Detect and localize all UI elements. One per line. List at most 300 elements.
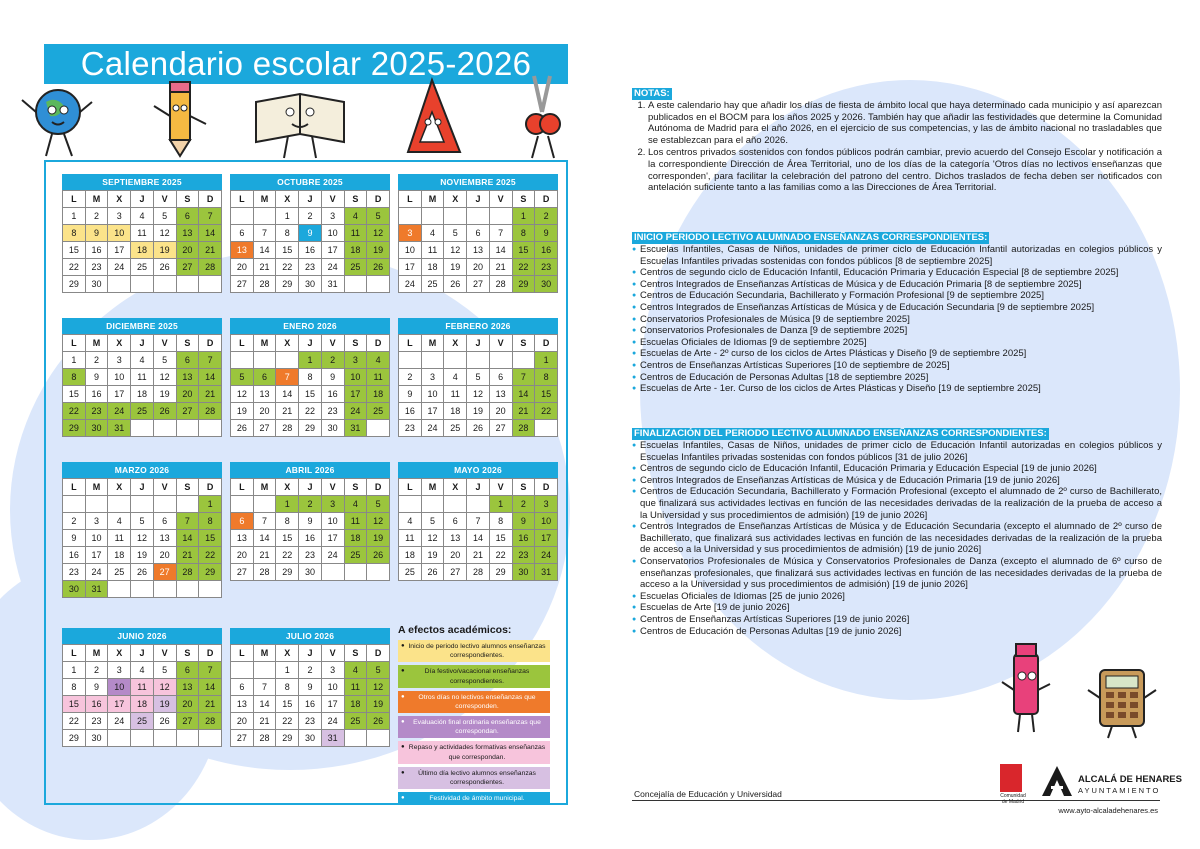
day-cell bbox=[231, 662, 254, 679]
day-cell: 30 bbox=[535, 276, 558, 293]
day-cell: 4 bbox=[444, 369, 467, 386]
day-cell: 14 bbox=[199, 369, 222, 386]
day-cell: 28 bbox=[253, 730, 276, 747]
day-cell: 24 bbox=[344, 403, 367, 420]
set-square-mascot-icon bbox=[402, 72, 472, 162]
day-cell: 17 bbox=[535, 530, 558, 547]
weekday-header: X bbox=[276, 335, 299, 352]
day-cell: 23 bbox=[299, 259, 322, 276]
day-cell: 6 bbox=[176, 208, 199, 225]
day-cell: 14 bbox=[467, 530, 490, 547]
weekday-header: L bbox=[231, 479, 254, 496]
day-cell bbox=[253, 208, 276, 225]
weekday-header: V bbox=[153, 335, 176, 352]
weekday-header: V bbox=[321, 479, 344, 496]
day-cell: 9 bbox=[399, 386, 422, 403]
concejalia-label: Concejalía de Educación y Universidad bbox=[634, 789, 782, 799]
day-cell: 27 bbox=[467, 276, 490, 293]
day-cell: 19 bbox=[467, 403, 490, 420]
day-cell bbox=[321, 564, 344, 581]
day-cell: 19 bbox=[421, 547, 444, 564]
day-cell: 28 bbox=[199, 713, 222, 730]
day-cell: 22 bbox=[299, 403, 322, 420]
inicio-list bbox=[632, 244, 1162, 395]
day-cell: 11 bbox=[399, 530, 422, 547]
weekday-header: X bbox=[108, 645, 131, 662]
inicio-item: ● Escuelas Infantiles, Casas de Niños, unidades de primer ciclo de Educación Infantil autorizadas en colegios públicos y Escuelas Infantiles privadas sostenidas con fondos públicos [8 de septiembre 2025] bbox=[632, 244, 1162, 267]
day-cell: 25 bbox=[367, 403, 390, 420]
pencil-mascot-icon bbox=[150, 72, 210, 162]
day-cell: 19 bbox=[153, 386, 176, 403]
month-title: MAYO 2026 bbox=[398, 462, 558, 478]
day-cell: 23 bbox=[85, 259, 108, 276]
weekday-header: J bbox=[131, 645, 154, 662]
inicio-item: ● Centros de segundo ciclo de Educación Infantil, Educación Primaria y Educación Especial [8 de septiembre 2025] bbox=[632, 267, 1162, 279]
day-cell: 8 bbox=[63, 369, 86, 386]
day-cell: 4 bbox=[421, 225, 444, 242]
day-cell: 19 bbox=[153, 242, 176, 259]
day-cell: 13 bbox=[176, 679, 199, 696]
day-cell: 6 bbox=[489, 369, 512, 386]
day-cell: 13 bbox=[153, 530, 176, 547]
day-cell: 29 bbox=[63, 730, 86, 747]
legend-item: ● Otros días no lectivos enseñanzas que corresponden. bbox=[398, 691, 550, 713]
month-calendar bbox=[398, 318, 558, 437]
day-cell: 12 bbox=[131, 530, 154, 547]
day-cell bbox=[467, 352, 490, 369]
day-cell: 18 bbox=[367, 386, 390, 403]
inicio-item: ● Centros Integrados de Enseñanzas Artísticas de Música y de Educación Secundaria [9 de septiembre 2025] bbox=[632, 302, 1162, 314]
day-cell bbox=[176, 730, 199, 747]
month-grid bbox=[230, 334, 390, 437]
day-cell: 20 bbox=[444, 547, 467, 564]
day-cell: 24 bbox=[108, 403, 131, 420]
day-cell: 17 bbox=[321, 696, 344, 713]
day-cell: 21 bbox=[253, 713, 276, 730]
day-cell bbox=[85, 496, 108, 513]
day-cell: 26 bbox=[231, 420, 254, 437]
day-cell: 31 bbox=[85, 581, 108, 598]
day-cell bbox=[276, 352, 299, 369]
day-cell: 3 bbox=[108, 662, 131, 679]
day-cell: 27 bbox=[231, 276, 254, 293]
day-cell: 11 bbox=[421, 242, 444, 259]
marker-mascot-icon bbox=[1000, 640, 1052, 736]
day-cell: 16 bbox=[85, 242, 108, 259]
inicio-item: ● Escuelas de Arte - 1er. Curso de los ciclos de Artes Plásticas y Diseño [19 de septiembre 2025] bbox=[632, 383, 1162, 395]
weekday-header: J bbox=[467, 335, 490, 352]
weekday-header: J bbox=[131, 335, 154, 352]
day-cell: 20 bbox=[231, 547, 254, 564]
day-cell: 15 bbox=[276, 242, 299, 259]
fin-item: ● Centros de Enseñanzas Artísticas Superiores [19 de junio 2026] bbox=[632, 614, 1162, 626]
day-cell: 11 bbox=[344, 679, 367, 696]
month-grid bbox=[230, 190, 390, 293]
weekday-header: D bbox=[535, 479, 558, 496]
weekday-header: D bbox=[199, 191, 222, 208]
day-cell: 25 bbox=[131, 713, 154, 730]
day-cell: 25 bbox=[399, 564, 422, 581]
day-cell bbox=[199, 581, 222, 598]
day-cell: 19 bbox=[231, 403, 254, 420]
day-cell: 22 bbox=[63, 403, 86, 420]
day-cell: 8 bbox=[276, 225, 299, 242]
day-cell bbox=[444, 208, 467, 225]
weekday-header: M bbox=[253, 335, 276, 352]
day-cell: 11 bbox=[131, 369, 154, 386]
legend-title: A efectos académicos: bbox=[398, 624, 512, 636]
day-cell: 16 bbox=[299, 530, 322, 547]
day-cell: 15 bbox=[299, 386, 322, 403]
day-cell: 10 bbox=[421, 386, 444, 403]
inicio-item: ● Centros de Educación de Personas Adultas [18 de septiembre 2025] bbox=[632, 372, 1162, 384]
notas-item: 1. A este calendario hay que añadir los días de fiesta de ámbito local que haya determinado cada municipio y así aparezcan publicados en el BOCM para los años 2025 y 2026. También hay que añadir las festividades que determine la Comunidad Autónoma de Madrid para el año 2026, en el ejercicio de sus competencias, y las de ámbito nacional no trasladables que se establezcan para el año 2026. bbox=[648, 100, 1162, 146]
inicio-item: ● Conservatorios Profesionales de Música [9 de septiembre 2025] bbox=[632, 314, 1162, 326]
inicio-item: ● Centros Integrados de Enseñanzas Artísticas de Música y de Educación Primaria [8 de septiembre 2025] bbox=[632, 279, 1162, 291]
day-cell: 17 bbox=[321, 530, 344, 547]
day-cell: 19 bbox=[367, 530, 390, 547]
day-cell: 19 bbox=[131, 547, 154, 564]
day-cell: 15 bbox=[63, 386, 86, 403]
weekday-header: S bbox=[512, 191, 535, 208]
day-cell: 4 bbox=[344, 496, 367, 513]
day-cell: 28 bbox=[276, 420, 299, 437]
day-cell: 16 bbox=[299, 696, 322, 713]
day-cell: 17 bbox=[108, 386, 131, 403]
day-cell: 22 bbox=[512, 259, 535, 276]
day-cell: 6 bbox=[176, 662, 199, 679]
weekday-header: M bbox=[421, 191, 444, 208]
fin-item: ● Centros de segundo ciclo de Educación Infantil, Educación Primaria y Educación Especial [19 de junio 2026] bbox=[632, 463, 1162, 475]
day-cell: 14 bbox=[253, 696, 276, 713]
month-title: JUNIO 2026 bbox=[62, 628, 222, 644]
day-cell: 17 bbox=[321, 242, 344, 259]
month-title: JULIO 2026 bbox=[230, 628, 390, 644]
month-grid bbox=[62, 644, 222, 747]
day-cell bbox=[421, 496, 444, 513]
weekday-header: S bbox=[176, 645, 199, 662]
day-cell: 4 bbox=[131, 662, 154, 679]
day-cell: 16 bbox=[63, 547, 86, 564]
day-cell: 15 bbox=[199, 530, 222, 547]
weekday-header: V bbox=[489, 479, 512, 496]
month-title: NOVIEMBRE 2025 bbox=[398, 174, 558, 190]
day-cell: 6 bbox=[231, 513, 254, 530]
day-cell: 10 bbox=[321, 225, 344, 242]
weekday-header: L bbox=[231, 645, 254, 662]
weekday-header: D bbox=[535, 191, 558, 208]
brand-name: ALCALÁ DE HENARES bbox=[1078, 774, 1182, 785]
day-cell bbox=[489, 208, 512, 225]
day-cell: 5 bbox=[153, 662, 176, 679]
day-cell bbox=[231, 352, 254, 369]
day-cell: 25 bbox=[131, 403, 154, 420]
day-cell: 21 bbox=[512, 403, 535, 420]
day-cell: 29 bbox=[489, 564, 512, 581]
day-cell: 8 bbox=[276, 679, 299, 696]
alcala-logo-icon bbox=[1040, 764, 1074, 798]
day-cell: 20 bbox=[176, 696, 199, 713]
day-cell: 10 bbox=[108, 225, 131, 242]
day-cell: 22 bbox=[63, 713, 86, 730]
weekday-header: X bbox=[276, 645, 299, 662]
day-cell bbox=[131, 420, 154, 437]
day-cell: 4 bbox=[344, 208, 367, 225]
comunidad-madrid-logo-icon bbox=[1000, 764, 1022, 792]
day-cell: 7 bbox=[253, 513, 276, 530]
day-cell: 1 bbox=[299, 352, 322, 369]
day-cell: 24 bbox=[108, 259, 131, 276]
weekday-header: V bbox=[489, 191, 512, 208]
day-cell bbox=[367, 420, 390, 437]
day-cell: 5 bbox=[131, 513, 154, 530]
calculator-mascot-icon bbox=[1084, 660, 1160, 740]
fin-item: ● Escuelas de Arte [19 de junio 2026] bbox=[632, 602, 1162, 614]
day-cell: 11 bbox=[131, 225, 154, 242]
day-cell: 23 bbox=[85, 713, 108, 730]
day-cell: 1 bbox=[276, 496, 299, 513]
day-cell bbox=[367, 564, 390, 581]
day-cell: 26 bbox=[131, 564, 154, 581]
day-cell: 2 bbox=[299, 662, 322, 679]
inicio-title: INICIO PERIODO LECTIVO ALUMNADO ENSEÑANZAS CORRESPONDIENTES: bbox=[634, 232, 988, 243]
day-cell bbox=[344, 564, 367, 581]
day-cell: 29 bbox=[276, 564, 299, 581]
day-cell: 3 bbox=[85, 513, 108, 530]
day-cell: 5 bbox=[153, 352, 176, 369]
day-cell: 4 bbox=[367, 352, 390, 369]
month-calendar bbox=[62, 628, 222, 747]
month-title: SEPTIEMBRE 2025 bbox=[62, 174, 222, 190]
day-cell: 6 bbox=[467, 225, 490, 242]
day-cell: 27 bbox=[489, 420, 512, 437]
day-cell: 13 bbox=[444, 530, 467, 547]
weekday-header: S bbox=[344, 645, 367, 662]
day-cell: 3 bbox=[321, 496, 344, 513]
fin-item: ● Centros Integrados de Enseñanzas Artísticas de Música y de Educación Secundaria (excepto el alumnado de 2º curso de Bachillerato, que finalizará sus actividades lectivas en función de las necesidades derivadas de la realización de la prueba de acceso a la Universidad y sus procedimientos de admisión) [19 de junio 2026] bbox=[632, 521, 1162, 556]
day-cell: 13 bbox=[489, 386, 512, 403]
weekday-header: M bbox=[421, 479, 444, 496]
day-cell: 27 bbox=[176, 713, 199, 730]
day-cell: 8 bbox=[489, 513, 512, 530]
page-title: Calendario escolar 2025-2026 bbox=[44, 44, 568, 84]
day-cell: 27 bbox=[444, 564, 467, 581]
day-cell: 18 bbox=[344, 530, 367, 547]
day-cell: 21 bbox=[276, 403, 299, 420]
weekday-header: X bbox=[444, 191, 467, 208]
month-grid bbox=[398, 478, 558, 581]
legend-item: ● Festividad de ámbito municipal. bbox=[398, 792, 550, 805]
day-cell: 19 bbox=[444, 259, 467, 276]
day-cell: 20 bbox=[231, 259, 254, 276]
day-cell: 13 bbox=[176, 225, 199, 242]
day-cell bbox=[108, 496, 131, 513]
day-cell bbox=[176, 276, 199, 293]
day-cell: 1 bbox=[199, 496, 222, 513]
day-cell: 17 bbox=[85, 547, 108, 564]
day-cell: 9 bbox=[299, 225, 322, 242]
day-cell bbox=[253, 352, 276, 369]
day-cell: 2 bbox=[63, 513, 86, 530]
day-cell bbox=[399, 352, 422, 369]
day-cell: 8 bbox=[63, 225, 86, 242]
day-cell: 24 bbox=[321, 547, 344, 564]
day-cell: 14 bbox=[199, 225, 222, 242]
day-cell: 21 bbox=[467, 547, 490, 564]
day-cell: 24 bbox=[535, 547, 558, 564]
brand-sub: AYUNTAMIENTO bbox=[1078, 786, 1161, 795]
day-cell: 13 bbox=[231, 696, 254, 713]
day-cell: 11 bbox=[444, 386, 467, 403]
inicio-item: ● Centros de Enseñanzas Artísticas Superiores [10 de septiembre de 2025] bbox=[632, 360, 1162, 372]
day-cell: 9 bbox=[535, 225, 558, 242]
month-title: ENERO 2026 bbox=[230, 318, 390, 334]
fin-list bbox=[632, 440, 1162, 637]
day-cell: 10 bbox=[108, 679, 131, 696]
weekday-header: X bbox=[276, 479, 299, 496]
day-cell: 3 bbox=[321, 662, 344, 679]
day-cell: 2 bbox=[85, 208, 108, 225]
day-cell: 3 bbox=[108, 352, 131, 369]
notes-page bbox=[600, 0, 1200, 849]
weekday-header: J bbox=[299, 645, 322, 662]
weekday-header: D bbox=[535, 335, 558, 352]
legend-item: ● Día festivo/vacacional enseñanzas correspondientes. bbox=[398, 665, 550, 687]
day-cell: 2 bbox=[299, 496, 322, 513]
day-cell: 15 bbox=[276, 696, 299, 713]
weekday-header: S bbox=[512, 479, 535, 496]
day-cell: 5 bbox=[367, 208, 390, 225]
weekday-header: L bbox=[399, 479, 422, 496]
day-cell: 7 bbox=[199, 352, 222, 369]
day-cell: 20 bbox=[253, 403, 276, 420]
day-cell bbox=[512, 352, 535, 369]
day-cell: 1 bbox=[63, 662, 86, 679]
day-cell: 17 bbox=[399, 259, 422, 276]
month-grid bbox=[398, 190, 558, 293]
day-cell: 6 bbox=[231, 679, 254, 696]
day-cell bbox=[399, 208, 422, 225]
fin-item: ● Centros Integrados de Enseñanzas Artísticas de Música y de Educación Primaria [19 de junio 2026] bbox=[632, 475, 1162, 487]
day-cell: 1 bbox=[276, 662, 299, 679]
day-cell bbox=[367, 730, 390, 747]
day-cell: 4 bbox=[108, 513, 131, 530]
day-cell: 27 bbox=[253, 420, 276, 437]
day-cell: 19 bbox=[367, 242, 390, 259]
weekday-header: X bbox=[108, 191, 131, 208]
day-cell: 2 bbox=[299, 208, 322, 225]
weekday-header: J bbox=[467, 191, 490, 208]
day-cell: 10 bbox=[321, 513, 344, 530]
day-cell: 29 bbox=[199, 564, 222, 581]
day-cell: 7 bbox=[489, 225, 512, 242]
day-cell bbox=[153, 581, 176, 598]
day-cell: 26 bbox=[153, 713, 176, 730]
day-cell: 26 bbox=[367, 547, 390, 564]
day-cell: 26 bbox=[367, 713, 390, 730]
day-cell: 2 bbox=[321, 352, 344, 369]
day-cell: 9 bbox=[85, 225, 108, 242]
day-cell: 18 bbox=[344, 242, 367, 259]
month-calendar bbox=[62, 318, 222, 437]
day-cell bbox=[467, 208, 490, 225]
day-cell: 25 bbox=[444, 420, 467, 437]
weekday-header: L bbox=[399, 191, 422, 208]
month-title: MARZO 2026 bbox=[62, 462, 222, 478]
weekday-header: D bbox=[199, 479, 222, 496]
weekday-header: V bbox=[321, 191, 344, 208]
weekday-header: M bbox=[85, 645, 108, 662]
day-cell bbox=[199, 420, 222, 437]
inicio-item: ● Conservatorios Profesionales de Danza [9 de septiembre 2025] bbox=[632, 325, 1162, 337]
day-cell bbox=[444, 496, 467, 513]
day-cell: 5 bbox=[367, 662, 390, 679]
day-cell: 14 bbox=[276, 386, 299, 403]
day-cell: 10 bbox=[535, 513, 558, 530]
website-link[interactable]: www.ayto-alcaladehenares.es bbox=[1058, 806, 1158, 815]
weekday-header: M bbox=[85, 335, 108, 352]
day-cell bbox=[231, 208, 254, 225]
weekday-header: J bbox=[299, 479, 322, 496]
weekday-header: L bbox=[63, 335, 86, 352]
month-title: DICIEMBRE 2025 bbox=[62, 318, 222, 334]
fin-item: ● Escuelas Infantiles, Casas de Niños, unidades de primer ciclo de Educación Infantil autorizadas en colegios públicos y Escuelas Infantiles privadas sostenidas con fondos públicos [31 de julio 2026] bbox=[632, 440, 1162, 463]
weekday-header: X bbox=[108, 335, 131, 352]
book-mascot-icon bbox=[248, 72, 352, 162]
day-cell: 9 bbox=[299, 679, 322, 696]
day-cell: 23 bbox=[512, 547, 535, 564]
day-cell: 15 bbox=[63, 242, 86, 259]
day-cell bbox=[153, 730, 176, 747]
day-cell: 18 bbox=[421, 259, 444, 276]
day-cell: 16 bbox=[299, 242, 322, 259]
fin-item: ● Escuelas Oficiales de Idiomas [25 de junio 2026] bbox=[632, 591, 1162, 603]
day-cell: 13 bbox=[176, 369, 199, 386]
day-cell: 20 bbox=[176, 386, 199, 403]
comunidad-madrid-logo-text: Comunidad de Madrid bbox=[1000, 793, 1026, 805]
fin-title: FINALIZACIÓN DEL PERIODO LECTIVO ALUMNADO ENSEÑANZAS CORRESPONDIENTES: bbox=[634, 428, 1047, 439]
globe-mascot-icon bbox=[16, 72, 96, 162]
day-cell: 31 bbox=[321, 730, 344, 747]
day-cell: 1 bbox=[63, 208, 86, 225]
day-cell: 15 bbox=[535, 386, 558, 403]
day-cell: 18 bbox=[131, 242, 154, 259]
day-cell: 18 bbox=[444, 403, 467, 420]
day-cell: 18 bbox=[131, 386, 154, 403]
weekday-header: D bbox=[199, 645, 222, 662]
legend-item: ● Repaso y actividades formativas enseñanzas que correspondan. bbox=[398, 741, 550, 763]
day-cell: 11 bbox=[344, 225, 367, 242]
legend bbox=[398, 624, 550, 808]
day-cell: 6 bbox=[176, 352, 199, 369]
day-cell: 22 bbox=[199, 547, 222, 564]
day-cell: 13 bbox=[467, 242, 490, 259]
month-grid bbox=[62, 478, 222, 598]
day-cell: 14 bbox=[253, 242, 276, 259]
day-cell: 21 bbox=[176, 547, 199, 564]
day-cell: 2 bbox=[85, 352, 108, 369]
day-cell: 22 bbox=[63, 259, 86, 276]
day-cell: 28 bbox=[199, 403, 222, 420]
weekday-header: X bbox=[276, 191, 299, 208]
day-cell: 28 bbox=[512, 420, 535, 437]
day-cell bbox=[153, 496, 176, 513]
legend-items bbox=[398, 640, 550, 805]
day-cell: 18 bbox=[344, 696, 367, 713]
weekday-header: D bbox=[367, 191, 390, 208]
day-cell: 7 bbox=[199, 208, 222, 225]
day-cell: 12 bbox=[367, 513, 390, 530]
